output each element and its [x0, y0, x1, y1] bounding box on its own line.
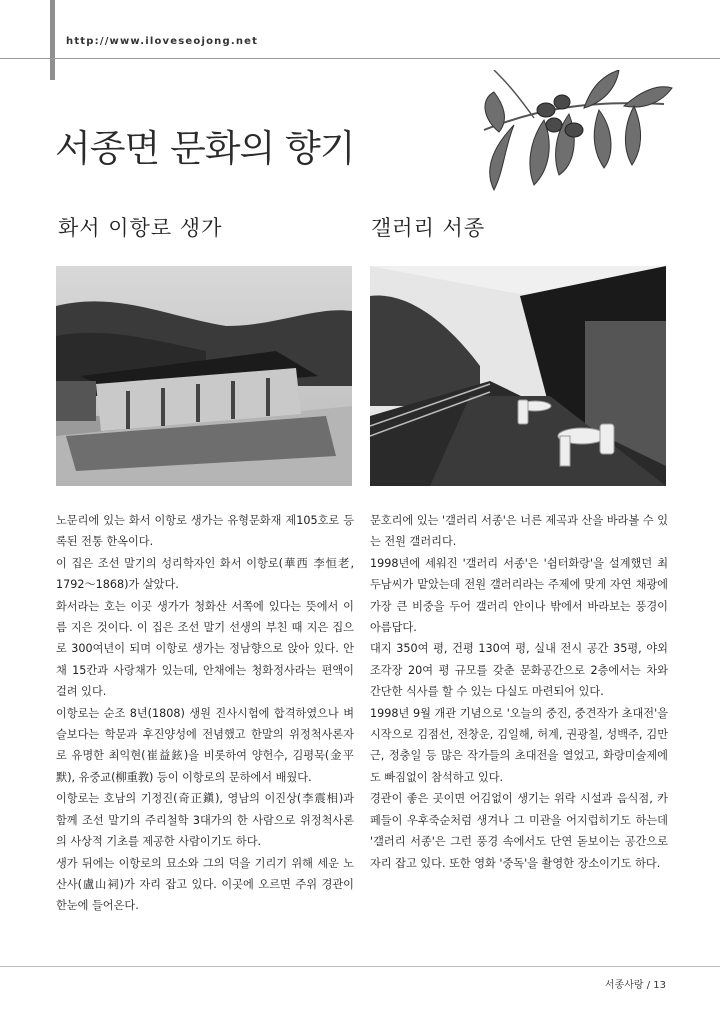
- left-paragraph: 생가 뒤에는 이항로의 묘소와 그의 덕을 기리기 위해 세운 노산사(盧山祠)가 자리 잡고 있다. 이곳에 오르면 주위 경관이 한눈에 들어온다.: [56, 856, 354, 913]
- page-title: 서종면 문화의 향기: [55, 127, 355, 170]
- left-paragraph: 이항로는 호남의 기정진(奇正鎭), 영남의 이진상(李震相)과 함께 조선 말기의 주리철학 3대가의 한 사람으로 위정척사론의 사상적 기초를 제공한 사람이기도 하다.: [56, 792, 354, 849]
- right-section-heading: 갤러리 서종: [371, 216, 486, 240]
- hanok-house-photo: [56, 266, 352, 486]
- right-paragraph: 경관이 좋은 곳이면 어김없이 생기는 위락 시설과 음식점, 카페들이 우후죽순처럼 생겨나 그 미관을 어지럽히기도 하는데 '갤러리 서종'은 그런 풍경 속에서도 단연 돋보이는 공간으로 자리 잡고 있다. 또한 영화 '중독'을 촬영한 장소이기도 하다.: [370, 792, 668, 870]
- left-paragraph: 화서라는 호는 이곳 생가가 청화산 서쪽에 있다는 뜻에서 이름 지은 것이다. 이 집은 조선 말기 선생의 부친 때 지은 집으로 300여년이 되며 이항로 생가는 정남향으로 앉아 있다. 안채 15칸과 사랑채가 있는데, 안채에는 청화정사라는 편액이 걸려 있다.: [56, 599, 354, 699]
- header-side-bar: [50, 0, 55, 80]
- left-section-heading: 화서 이항로 생가: [58, 216, 223, 240]
- page-number-label: 서종사랑 / 13: [604, 980, 666, 991]
- leaf-branch-illustration: [474, 70, 674, 210]
- site-url: http://www.iloveseojong.net: [66, 36, 259, 47]
- footer-rule: [0, 966, 720, 967]
- left-paragraph: 이 집은 조선 말기의 성리학자인 화서 이항로(華西 李恒老, 1792～1868)가 살았다.: [56, 556, 354, 592]
- left-paragraph: 이항로는 순조 8년(1808) 생원 진사시험에 합격하였으나 벼슬보다는 학문과 후진양성에 전념했고 한말의 위정척사론자로 유명한 최익현(崔益鉉)을 비롯하여 양헌수, 김평묵(金平默), 유중교(柳重教) 등이 이항로의 문하에서 배웠다.: [56, 706, 354, 784]
- gallery-terrace-photo: [370, 266, 666, 486]
- header-rule: [0, 58, 720, 59]
- left-article: [56, 510, 354, 917]
- right-paragraph: 대지 350여 평, 건평 130여 평, 실내 전시 공간 35평, 야외 조각장 20여 평 규모를 갖춘 문화공간으로 2층에서는 차와 간단한 식사를 할 수 있는 다실도 마련되어 있다.: [370, 642, 668, 699]
- left-paragraph: 노문리에 있는 화서 이항로 생가는 유형문화재 제105호로 등록된 전통 한옥이다.: [56, 514, 354, 549]
- right-paragraph: 1998년에 세워진 '갤러리 서종'은 '쉼터화랑'을 설계했던 최두남씨가 맡았는데 전원 갤러리라는 주제에 맞게 자연 채광에 가장 큰 비중을 두어 갤러리 안이나 밖에서 바라보는 풍경이 아름답다.: [370, 556, 668, 635]
- right-article: [370, 510, 668, 874]
- right-paragraph: 1998년 9월 개관 기념으로 '오늘의 중진, 중견작가 초대전'을 시작으로 김점선, 전창운, 김일해, 허계, 권광칠, 성백주, 김만근, 정충일 등 많은 작가들의 초대전을 열었고, 화랑미술제에도 빠짐없이 참석하고 있다.: [370, 706, 668, 784]
- right-paragraph: 문호리에 있는 '갤러리 서종'은 너른 제곡과 산을 바라볼 수 있는 전원 갤러리다.: [370, 514, 668, 549]
